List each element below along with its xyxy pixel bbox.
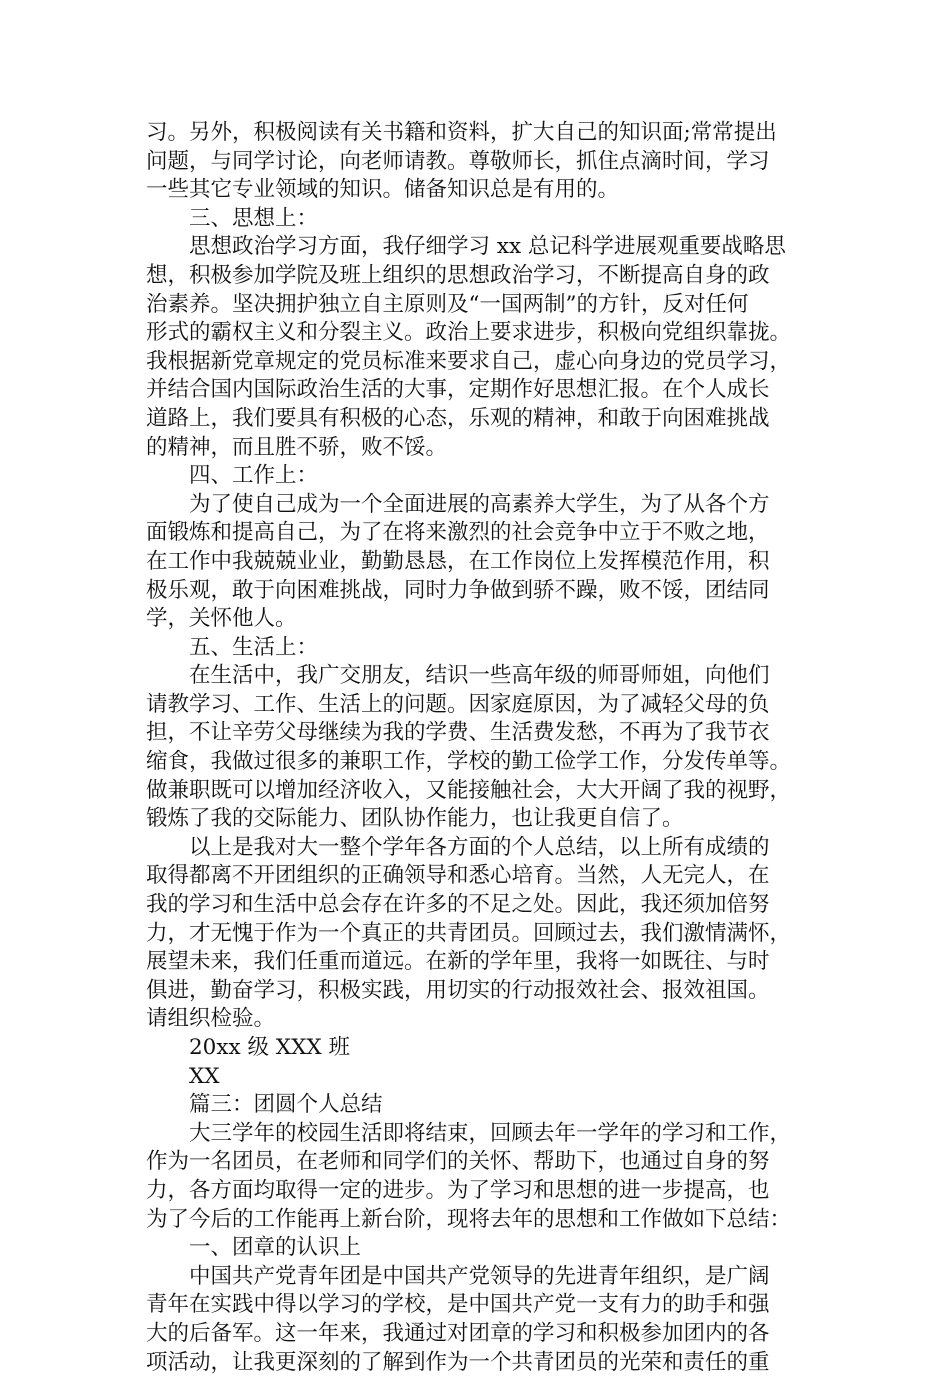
text-line: 五、生活上： [189, 634, 319, 660]
text-line: 大的后备军。这一年来，我通过对团章的学习和积极参加团内的各 [146, 1320, 770, 1346]
text-line: 作为一名团员，在老师和同学们的关怀、帮助下，也通过自身的努 [146, 1149, 770, 1175]
text-line: 并结合国内国际政治生活的大事，定期作好思想汇报。在个人成长 [146, 377, 770, 403]
text-line: 一些其它专业领域的知识。储备知识总是有用的。 [146, 177, 620, 203]
text-line: 取得都离不开团组织的正确领导和悉心培育。当然，人无完人，在 [146, 863, 770, 889]
text-line: 思想政治学习方面，我仔细学习 xx 总记科学进展观重要战略思 [189, 234, 786, 260]
text-line: 请教学习、工作、生活上的问题。因家庭原因，为了减轻父母的负 [146, 691, 770, 717]
text-line: XX [189, 1063, 220, 1089]
text-line: 请组织检验。 [146, 1006, 276, 1032]
text-line: 三、思想上： [189, 205, 319, 231]
text-line: 我的学习和生活中总会存在许多的不足之处。因此，我还须加倍努 [146, 892, 770, 918]
text-line: 的精神，而且胜不骄，败不馁。 [146, 434, 448, 460]
text-line: 想，积极参加学院及班上组织的思想政治学习，不断提高自身的政 [146, 262, 770, 288]
text-line: 治素养。坚决拥护独立自主原则及“一国两制”的方针，反对任何 [146, 291, 749, 317]
text-line: 在工作中我兢兢业业，勤勤恳恳，在工作岗位上发挥模范作用，积 [146, 548, 770, 574]
text-line: 极乐观，敢于向困难挑战，同时力争做到骄不躁，败不馁，团结同 [146, 577, 770, 603]
text-line: 一、团章的认识上 [189, 1235, 362, 1261]
text-line: 在生活中，我广交朋友，结识一些高年级的师哥师姐，向他们 [189, 663, 770, 689]
text-line: 为了使自己成为一个全面进展的高素养大学生，为了从各个方 [189, 491, 770, 517]
text-line: 我根据新党章规定的党员标准来要求自己，虚心向身边的党员学习， [146, 348, 792, 374]
text-line: 为了今后的工作能再上新台阶，现将去年的思想和工作做如下总结： [146, 1206, 792, 1232]
text-line: 四、工作上： [189, 463, 319, 489]
text-line: 面锻炼和提高自己，为了在将来激烈的社会竞争中立于不败之地， [146, 520, 770, 546]
text-line: 问题，与同学讨论，向老师请教。尊敬师长，抓住点滴时间，学习 [146, 148, 770, 174]
text-line: 展望未来，我们任重而道远。在新的学年里，我将一如既往、与时 [146, 949, 770, 975]
text-line: 锻炼了我的交际能力、团队协作能力，也让我更自信了。 [146, 806, 684, 832]
text-line: 中国共产党青年团是中国共产党领导的先进青年组织，是广阔 [189, 1263, 770, 1289]
text-line: 篇三：团圆个人总结 [189, 1092, 383, 1118]
text-line: 大三学年的校园生活即将结束，回顾去年一学年的学习和工作， [189, 1120, 792, 1146]
text-line: 学，关怀他人。 [146, 606, 297, 632]
text-line: 力，各方面均取得一定的进步。为了学习和思想的进一步提高，也 [146, 1177, 770, 1203]
text-line: 担，不让辛劳父母继续为我的学费、生活费发愁，不再为了我节衣 [146, 720, 770, 746]
text-line: 以上是我对大一整个学年各方面的个人总结，以上所有成绩的 [189, 834, 770, 860]
text-line: 做兼职既可以增加经济收入，又能接触社会，大大开阔了我的视野， [146, 777, 792, 803]
text-line: 习。另外，积极阅读有关书籍和资料，扩大自己的知识面;常常提出 [146, 120, 777, 145]
text-line: 缩食，我做过很多的兼职工作，学校的勤工俭学工作，分发传单等。 [146, 749, 792, 775]
text-line: 形式的霸权主义和分裂主义。政治上要求进步，积极向党组织靠拢。 [146, 320, 792, 346]
text-line: 项活动，让我更深刻的了解到作为一个共青团员的光荣和责任的重 [146, 1349, 770, 1375]
text-line: 俱进，勤奋学习，积极实践，用切实的行动报效社会、报效祖国。 [146, 977, 770, 1003]
document-page [146, 119, 836, 1377]
text-line: 道路上，我们要具有积极的心态，乐观的精神，和敢于向困难挑战 [146, 405, 770, 431]
text-line: 青年在实践中得以学习的学校，是中国共产党一支有力的助手和强 [146, 1292, 770, 1318]
text-line: 20xx 级 XXX 班 [189, 1035, 351, 1060]
text-line: 力，才无愧于作为一个真正的共青团员。回顾过去，我们激情满怀， [146, 920, 792, 946]
